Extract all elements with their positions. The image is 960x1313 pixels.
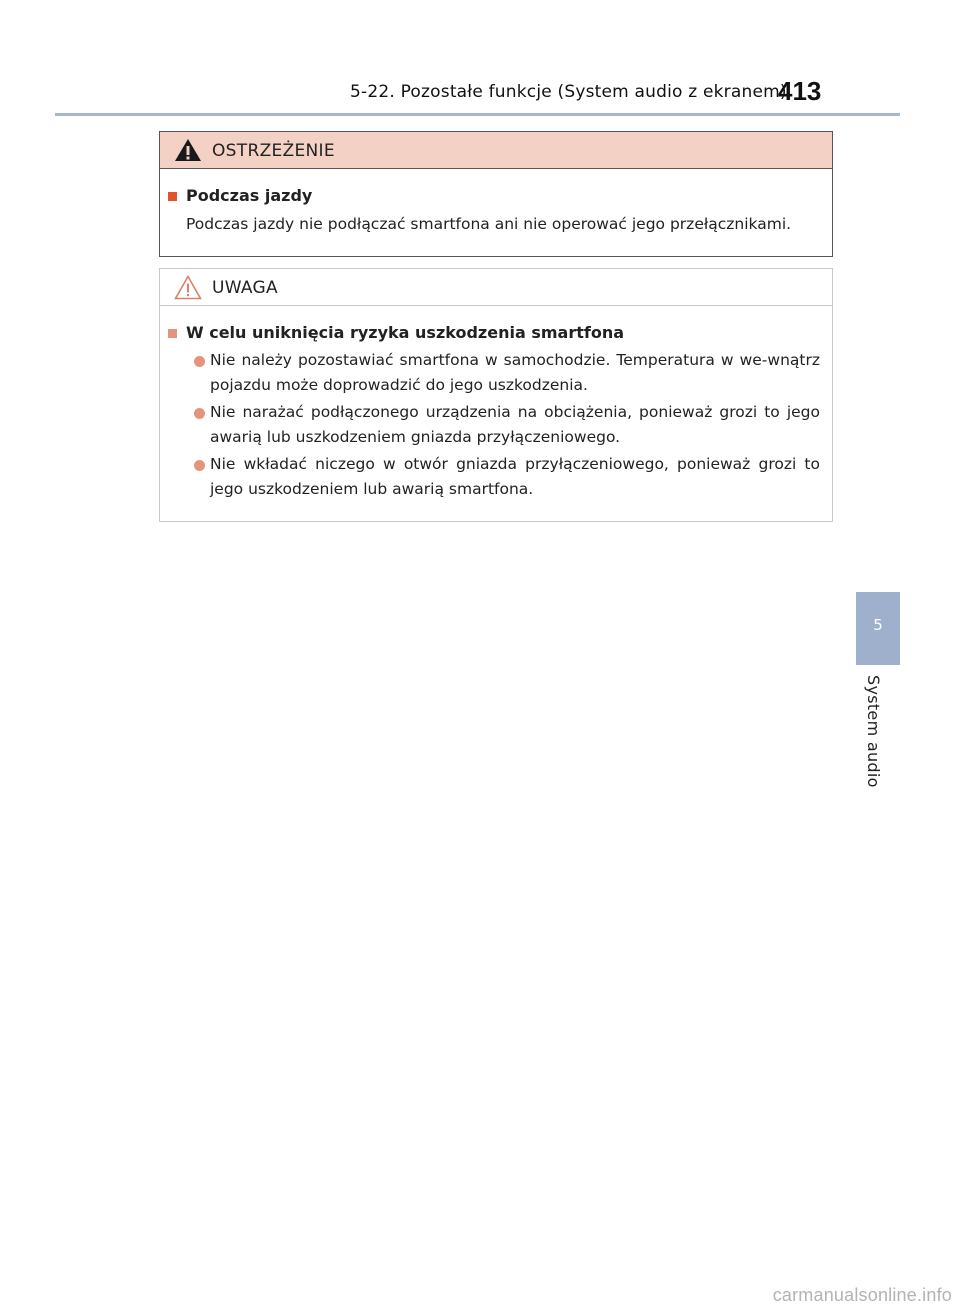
- warning-box: [159, 131, 833, 257]
- watermark: carmanualsonline.info: [772, 1285, 952, 1305]
- notice-bullet: Nie wkładać niczego w otwór gniazda przyłączeniowego, ponieważ grozi to jego uszkodzeniem lub awarią smartfona.: [210, 455, 820, 498]
- warning-box-header: [160, 132, 832, 169]
- header-divider: [55, 113, 900, 116]
- chapter-tab: [856, 592, 900, 665]
- notice-item-title: W celu uniknięcia ryzyka uszkodzenia smartfona: [186, 323, 624, 342]
- section-marker-square: [168, 192, 177, 201]
- section-title: 5-22. Pozostałe funkcje (System audio z ekranem): [350, 82, 787, 102]
- warning-box-label: OSTRZEŻENIE: [212, 141, 335, 161]
- page-number: 413: [778, 76, 822, 106]
- notice-bullet: Nie narażać podłączonego urządzenia na obciążenia, ponieważ grozi to jego awarią lub uszkodzeniem gniazda przyłączeniowego.: [210, 403, 820, 446]
- chapter-number: 5: [873, 616, 883, 634]
- warning-triangle-icon: [174, 138, 202, 166]
- bullet-dot: [194, 408, 205, 419]
- notice-box-label: UWAGA: [212, 278, 278, 298]
- section-marker-square: [168, 329, 177, 338]
- bullet-dot: [194, 356, 205, 367]
- warning-item-title: Podczas jazdy: [186, 186, 313, 205]
- notice-box: [159, 268, 833, 522]
- caution-triangle-outline-icon: [174, 275, 202, 304]
- notice-bullet: Nie należy pozostawiać smartfona w samochodzie. Temperatura w we-wnątrz pojazdu może doprowadzić do jego uszkodzenia.: [210, 351, 820, 394]
- chapter-label: System audio: [864, 675, 883, 788]
- notice-box-header: [160, 269, 832, 306]
- bullet-dot: [194, 460, 205, 471]
- warning-item-text: Podczas jazdy nie podłączać smartfona ani nie operować jego przełącznikami.: [186, 215, 792, 233]
